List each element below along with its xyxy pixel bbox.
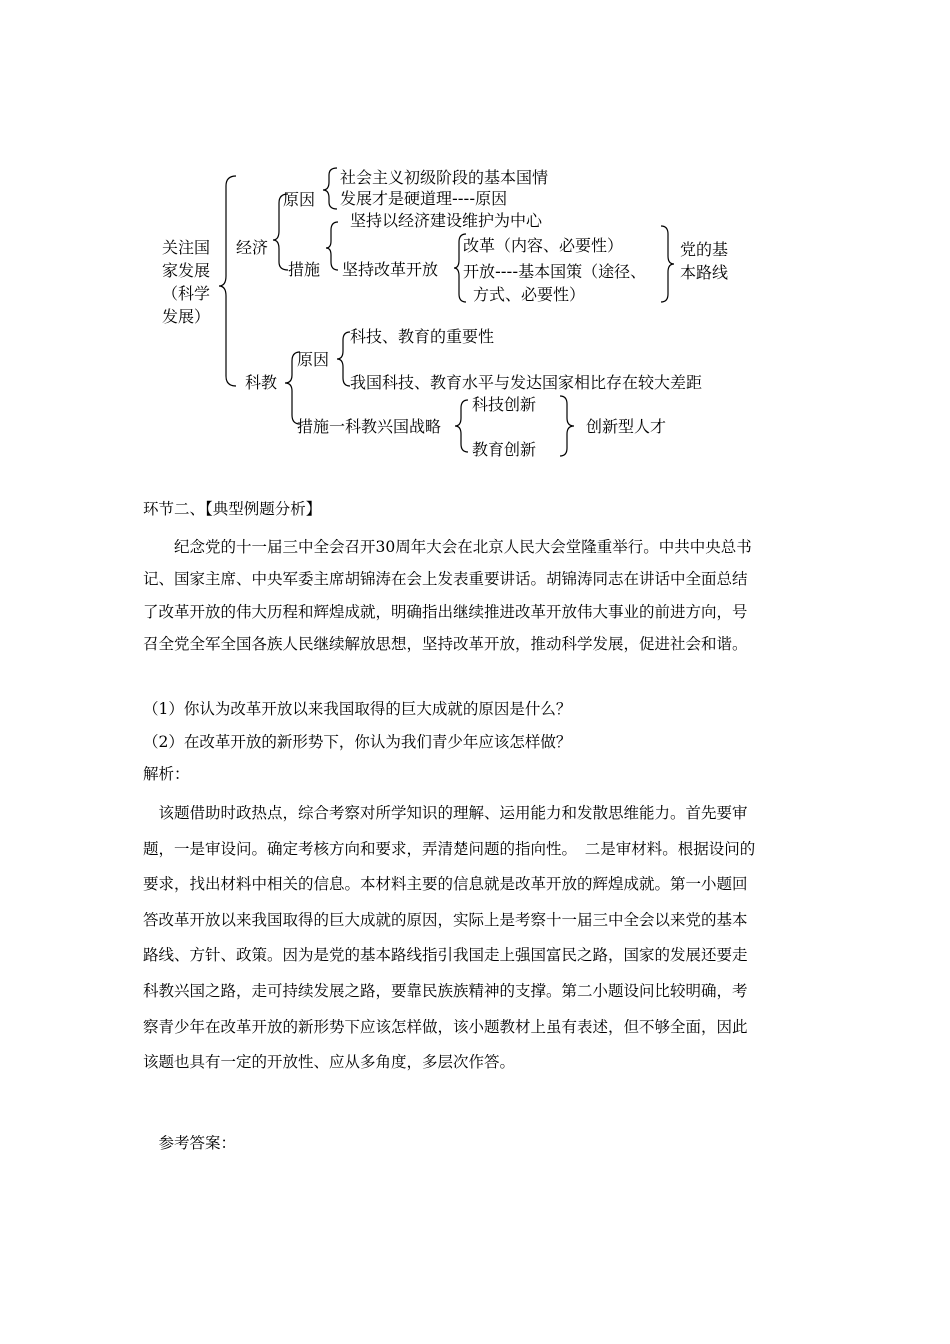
- text-line: 察青少年在改革开放的新形势下应该怎样做，该小题教材上虽有表述，但不够全面，因此: [143, 1017, 748, 1036]
- scitech-reason-item: 我国科技、教育水平与发达国家相比存在较大差距: [350, 373, 703, 392]
- basic-line-node: [680, 238, 728, 284]
- economy-reason-node: 原因: [283, 190, 316, 209]
- economy-measure-reform: 坚持改革开放: [342, 260, 439, 279]
- basic-line-line: 本路线: [680, 263, 729, 282]
- text-line: 纪念党的十一届三中全会召开30周年大会在北京人民大会堂隆重举行。中共中央总书: [143, 538, 752, 556]
- economy-measure-center: 坚持以经济建设维护为中心: [350, 211, 543, 230]
- text-line: 该题也具有一定的开放性、应从多角度，多层次作答。: [143, 1053, 516, 1072]
- question-1: （1）你认为改革开放以来我国取得的巨大成就的原因是什么？: [143, 700, 572, 718]
- opening-item: [463, 260, 646, 306]
- root-line: 家发展: [162, 261, 211, 280]
- root-line: 发展）: [162, 307, 211, 326]
- scitech-reason-item: 科技、教育的重要性: [350, 327, 495, 346]
- basic-line-line: 党的基: [680, 240, 729, 259]
- section-title: 环节二、【典型例题分析】: [143, 500, 322, 518]
- text-line: 记、国家主席、中央军委主席胡锦涛在会上发表重要讲话。胡锦涛同志在讲话中全面总结: [143, 570, 748, 589]
- scitech-node: 科教: [245, 373, 278, 392]
- text-line: 该题借助时政热点，综合考察对所学知识的理解、运用能力和发散思维能力。首先要审: [143, 804, 748, 822]
- talent-node: 创新型人才: [586, 417, 667, 436]
- text-line: 召全党全军全国各族人民继续解放思想，坚持改革开放，推动科学发展，促进社会和谐。: [143, 635, 748, 654]
- economy-reason-item: 发展才是硬道理----原因: [340, 189, 508, 208]
- text-line: 要求，找出材料中相关的信息。本材料主要的信息就是改革开放的辉煌成就。第一小题回: [143, 875, 748, 894]
- economy-node: 经济: [236, 238, 269, 257]
- scitech-reason-node: 原因: [297, 350, 330, 369]
- reform-item: 改革（内容、必要性）: [463, 236, 624, 255]
- root-line: 关注国: [162, 238, 211, 257]
- root-node: [162, 236, 210, 328]
- question-2: （2）在改革开放的新形势下，你认为我们青少年应该怎样做？: [143, 733, 572, 751]
- text-line: 路线、方针、政策。因为是党的基本路线指引我国走上强国富民之路，国家的发展还要走: [143, 946, 748, 965]
- economy-reason-item: 社会主义初级阶段的基本国情: [340, 168, 549, 187]
- concept-diagram: [0, 0, 950, 480]
- opening-line: 开放----基本国策（途径、: [463, 262, 647, 281]
- analysis-paragraph: [143, 796, 808, 1081]
- root-line: （科学: [162, 284, 211, 303]
- text-line: 了改革开放的伟大历程和辉煌成就，明确指出继续推进改革开放伟大事业的前进方向，号: [143, 602, 748, 621]
- text-line: 题，一是审设问。确定考核方向和要求，弄清楚问题的指向性。 二是审材料。根据设问的: [143, 839, 756, 858]
- answer-label: 参考答案：: [143, 1134, 237, 1152]
- material-paragraph: [143, 531, 808, 661]
- text-line: 科教兴国之路，走可持续发展之路，要靠民族族精神的支撑。第二小题设问比较明确，考: [143, 981, 748, 1000]
- scitech-measure-item: 科技创新: [472, 395, 537, 414]
- text-line: 答改革开放以来我国取得的巨大成就的原因，实际上是考察十一届三中全会以来党的基本: [143, 910, 748, 929]
- analysis-label: 解析：: [143, 765, 190, 783]
- economy-measure-node: 措施: [288, 260, 321, 279]
- opening-line: 方式、必要性）: [473, 285, 586, 304]
- scitech-measure-item: 教育创新: [472, 440, 537, 459]
- scitech-measure-node: 措施一科教兴国战略: [297, 417, 442, 436]
